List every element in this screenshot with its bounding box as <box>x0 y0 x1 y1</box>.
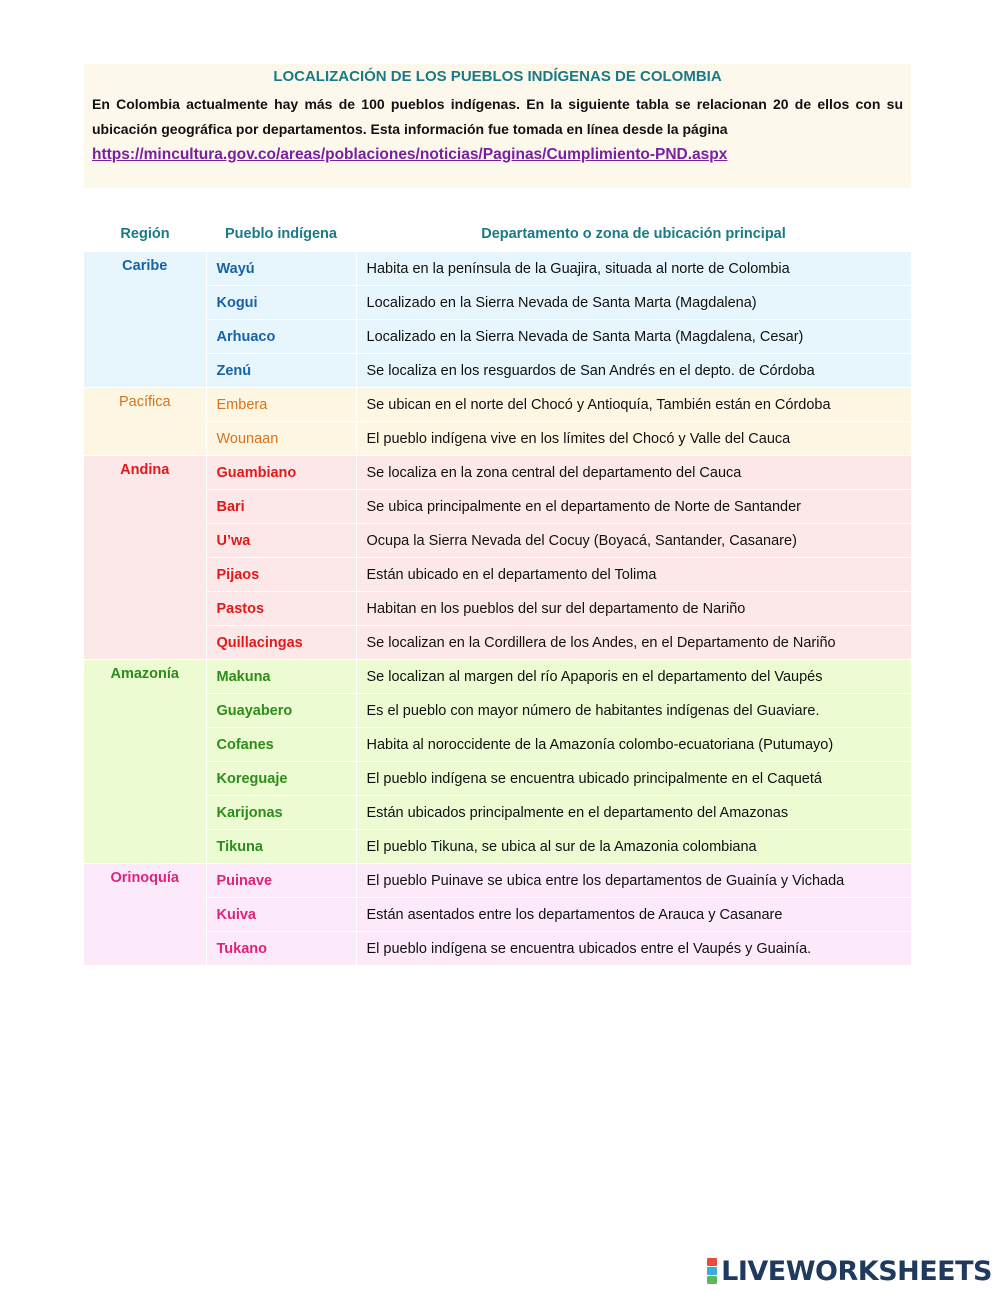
header-ubicacion: Departamento o zona de ubicación principal <box>356 216 911 252</box>
pueblo-cell: Tikuna <box>206 830 356 864</box>
pueblo-cell: Karijonas <box>206 796 356 830</box>
logo-mark-icon <box>707 1258 717 1284</box>
source-link[interactable]: https://mincultura.gov.co/areas/poblaciones/noticias/Paginas/Cumplimiento-PND.aspx <box>92 146 728 163</box>
pueblo-cell: Kuiva <box>206 898 356 932</box>
ubicacion-cell: Es el pueblo con mayor número de habitantes indígenas del Guaviare. <box>356 694 911 728</box>
table-body <box>84 252 911 966</box>
region-cell: Amazonía <box>84 660 206 864</box>
logo-block <box>707 1276 717 1284</box>
table-row <box>84 490 911 524</box>
table-row <box>84 660 911 694</box>
table-row <box>84 762 911 796</box>
pueblo-cell: Koreguaje <box>206 762 356 796</box>
ubicacion-cell: Están asentados entre los departamentos de Arauca y Casanare <box>356 898 911 932</box>
header-region: Región <box>84 216 206 252</box>
table-row <box>84 524 911 558</box>
pueblo-cell: Embera <box>206 388 356 422</box>
ubicacion-cell: Se localizan en la Cordillera de los Andes, en el Departamento de Nariño <box>356 626 911 660</box>
region-cell: Andina <box>84 456 206 660</box>
region-cell: Orinoquía <box>84 864 206 966</box>
pueblo-cell: Bari <box>206 490 356 524</box>
ubicacion-cell: Localizado en la Sierra Nevada de Santa Marta (Magdalena, Cesar) <box>356 320 911 354</box>
region-cell: Pacífica <box>84 388 206 456</box>
table-row <box>84 558 911 592</box>
table-row <box>84 388 911 422</box>
pueblo-cell: Makuna <box>206 660 356 694</box>
pueblo-cell: Cofanes <box>206 728 356 762</box>
ubicacion-cell: Se ubica principalmente en el departamento de Norte de Santander <box>356 490 911 524</box>
brand-name: LIVEWORKSHEETS <box>721 1255 992 1287</box>
table-row <box>84 320 911 354</box>
table-row <box>84 932 911 966</box>
ubicacion-cell: Se ubican en el norte del Chocó y Antioquía, También están en Córdoba <box>356 388 911 422</box>
pueblo-cell: Pastos <box>206 592 356 626</box>
ubicacion-cell: Se localiza en los resguardos de San Andrés en el depto. de Córdoba <box>356 354 911 388</box>
pueblo-cell: Wounaan <box>206 422 356 456</box>
page-title: LOCALIZACIÓN DE LOS PUEBLOS INDÍGENAS DE COLOMBIA <box>273 68 722 85</box>
header-pueblo: Pueblo indígena <box>206 216 356 252</box>
ubicacion-cell: El pueblo indígena se encuentra ubicados entre el Vaupés y Guainía. <box>356 932 911 966</box>
table-row <box>84 252 911 286</box>
intro-box <box>84 64 911 188</box>
ubicacion-cell: El pueblo indígena se encuentra ubicado principalmente en el Caquetá <box>356 762 911 796</box>
pueblo-cell: Quillacingas <box>206 626 356 660</box>
table-row <box>84 728 911 762</box>
liveworksheets-logo <box>707 1254 992 1288</box>
intro-paragraph <box>92 92 903 167</box>
table-row <box>84 796 911 830</box>
pueblo-cell: Zenú <box>206 354 356 388</box>
ubicacion-cell: Se localiza en la zona central del departamento del Cauca <box>356 456 911 490</box>
ubicacion-cell: Se localizan al margen del río Apaporis en el departamento del Vaupés <box>356 660 911 694</box>
table-row <box>84 592 911 626</box>
logo-block <box>707 1267 717 1275</box>
logo-block <box>707 1258 717 1266</box>
ubicacion-cell: Ocupa la Sierra Nevada del Cocuy (Boyacá, Santander, Casanare) <box>356 524 911 558</box>
table-header-row <box>84 216 911 252</box>
indigenous-peoples-table <box>84 216 911 966</box>
pueblo-cell: Tukano <box>206 932 356 966</box>
ubicacion-cell: El pueblo Puinave se ubica entre los departamentos de Guainía y Vichada <box>356 864 911 898</box>
table-row <box>84 898 911 932</box>
table-row <box>84 626 911 660</box>
intro-text: En Colombia actualmente hay más de 100 pueblos indígenas. En la siguiente tabla se relacionan 20 de ellos con su ubicación geográfica por departamentos. Esta información fue tomada en línea desde la página <box>92 96 903 137</box>
pueblo-cell: Pijaos <box>206 558 356 592</box>
ubicacion-cell: El pueblo Tikuna, se ubica al sur de la Amazonia colombiana <box>356 830 911 864</box>
pueblo-cell: Wayú <box>206 252 356 286</box>
table-row <box>84 864 911 898</box>
pueblo-cell: Guayabero <box>206 694 356 728</box>
table-row <box>84 830 911 864</box>
table-row <box>84 422 911 456</box>
pueblo-cell: Guambiano <box>206 456 356 490</box>
ubicacion-cell: Localizado en la Sierra Nevada de Santa Marta (Magdalena) <box>356 286 911 320</box>
ubicacion-cell: Habita en la península de la Guajira, situada al norte de Colombia <box>356 252 911 286</box>
table-row <box>84 354 911 388</box>
ubicacion-cell: Están ubicado en el departamento del Tolima <box>356 558 911 592</box>
table-row <box>84 694 911 728</box>
pueblo-cell: Kogui <box>206 286 356 320</box>
ubicacion-cell: Están ubicados principalmente en el departamento del Amazonas <box>356 796 911 830</box>
ubicacion-cell: Habita al noroccidente de la Amazonía colombo-ecuatoriana (Putumayo) <box>356 728 911 762</box>
pueblo-cell: Arhuaco <box>206 320 356 354</box>
ubicacion-cell: Habitan en los pueblos del sur del departamento de Nariño <box>356 592 911 626</box>
pueblo-cell: Puinave <box>206 864 356 898</box>
region-cell: Caribe <box>84 252 206 388</box>
ubicacion-cell: El pueblo indígena vive en los límites del Chocó y Valle del Cauca <box>356 422 911 456</box>
table-row <box>84 286 911 320</box>
table-row <box>84 456 911 490</box>
pueblo-cell: U’wa <box>206 524 356 558</box>
